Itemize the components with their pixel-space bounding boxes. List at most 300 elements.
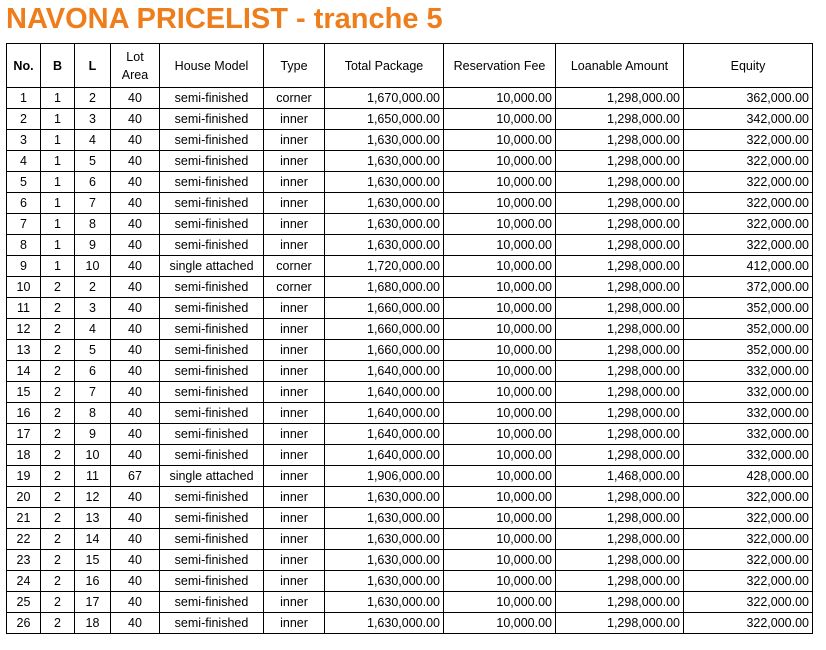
cell-total-package: 1,906,000.00 — [325, 466, 444, 487]
cell-house-model: semi-finished — [160, 214, 264, 235]
table-row — [7, 172, 813, 193]
page-title: NAVONA PRICELIST - tranche 5 — [6, 3, 443, 35]
cell-equity: 352,000.00 — [684, 298, 813, 319]
cell-loanable-amount: 1,298,000.00 — [556, 151, 684, 172]
cell-equity: 322,000.00 — [684, 130, 813, 151]
cell-house-model: semi-finished — [160, 172, 264, 193]
cell-house-model: semi-finished — [160, 592, 264, 613]
cell-reservation-fee: 10,000.00 — [444, 151, 556, 172]
cell-loanable-amount: 1,298,000.00 — [556, 571, 684, 592]
cell-house-model: single attached — [160, 256, 264, 277]
cell-b: 2 — [41, 508, 75, 529]
cell-b: 1 — [41, 256, 75, 277]
cell-l: 9 — [75, 235, 111, 256]
cell-no: 1 — [7, 88, 41, 109]
cell-lot-area: 40 — [111, 109, 160, 130]
cell-l: 7 — [75, 382, 111, 403]
cell-l: 6 — [75, 172, 111, 193]
cell-loanable-amount: 1,298,000.00 — [556, 88, 684, 109]
cell-house-model: semi-finished — [160, 319, 264, 340]
cell-type: inner — [264, 298, 325, 319]
cell-l: 6 — [75, 361, 111, 382]
cell-type: inner — [264, 151, 325, 172]
cell-b: 1 — [41, 109, 75, 130]
cell-total-package: 1,660,000.00 — [325, 340, 444, 361]
cell-loanable-amount: 1,298,000.00 — [556, 361, 684, 382]
cell-house-model: semi-finished — [160, 88, 264, 109]
header-type: Type — [264, 44, 325, 88]
cell-house-model: semi-finished — [160, 130, 264, 151]
cell-equity: 428,000.00 — [684, 466, 813, 487]
cell-equity: 322,000.00 — [684, 151, 813, 172]
cell-loanable-amount: 1,298,000.00 — [556, 256, 684, 277]
cell-type: corner — [264, 88, 325, 109]
cell-reservation-fee: 10,000.00 — [444, 382, 556, 403]
cell-reservation-fee: 10,000.00 — [444, 487, 556, 508]
cell-equity: 322,000.00 — [684, 613, 813, 634]
cell-house-model: semi-finished — [160, 613, 264, 634]
cell-type: inner — [264, 445, 325, 466]
table-row — [7, 487, 813, 508]
cell-l: 10 — [75, 445, 111, 466]
cell-l: 2 — [75, 277, 111, 298]
header-house-model: House Model — [160, 44, 264, 88]
cell-total-package: 1,630,000.00 — [325, 508, 444, 529]
cell-type: inner — [264, 340, 325, 361]
cell-total-package: 1,630,000.00 — [325, 613, 444, 634]
cell-l: 8 — [75, 214, 111, 235]
cell-house-model: semi-finished — [160, 424, 264, 445]
cell-l: 13 — [75, 508, 111, 529]
cell-type: inner — [264, 319, 325, 340]
cell-house-model: semi-finished — [160, 508, 264, 529]
cell-reservation-fee: 10,000.00 — [444, 256, 556, 277]
cell-lot-area: 40 — [111, 172, 160, 193]
cell-b: 2 — [41, 361, 75, 382]
cell-total-package: 1,670,000.00 — [325, 88, 444, 109]
table-row — [7, 109, 813, 130]
cell-total-package: 1,640,000.00 — [325, 361, 444, 382]
cell-total-package: 1,630,000.00 — [325, 193, 444, 214]
cell-l: 4 — [75, 130, 111, 151]
table-row — [7, 424, 813, 445]
cell-l: 11 — [75, 466, 111, 487]
cell-type: inner — [264, 109, 325, 130]
header-total-package: Total Package — [325, 44, 444, 88]
cell-equity: 412,000.00 — [684, 256, 813, 277]
cell-type: inner — [264, 613, 325, 634]
cell-no: 21 — [7, 508, 41, 529]
table-row — [7, 361, 813, 382]
cell-house-model: semi-finished — [160, 340, 264, 361]
cell-reservation-fee: 10,000.00 — [444, 424, 556, 445]
cell-reservation-fee: 10,000.00 — [444, 277, 556, 298]
cell-b: 2 — [41, 445, 75, 466]
cell-equity: 322,000.00 — [684, 214, 813, 235]
cell-total-package: 1,630,000.00 — [325, 550, 444, 571]
header-no: No. — [7, 44, 41, 88]
cell-house-model: semi-finished — [160, 151, 264, 172]
cell-lot-area: 40 — [111, 319, 160, 340]
cell-equity: 352,000.00 — [684, 319, 813, 340]
cell-b: 2 — [41, 550, 75, 571]
cell-no: 3 — [7, 130, 41, 151]
table-row — [7, 592, 813, 613]
cell-type: inner — [264, 214, 325, 235]
cell-b: 1 — [41, 214, 75, 235]
cell-loanable-amount: 1,298,000.00 — [556, 193, 684, 214]
cell-l: 17 — [75, 592, 111, 613]
cell-equity: 352,000.00 — [684, 340, 813, 361]
cell-b: 1 — [41, 235, 75, 256]
header-l: L — [75, 44, 111, 88]
cell-total-package: 1,630,000.00 — [325, 235, 444, 256]
cell-no: 18 — [7, 445, 41, 466]
cell-no: 17 — [7, 424, 41, 445]
cell-b: 2 — [41, 277, 75, 298]
cell-no: 23 — [7, 550, 41, 571]
cell-equity: 332,000.00 — [684, 403, 813, 424]
cell-house-model: semi-finished — [160, 382, 264, 403]
cell-l: 9 — [75, 424, 111, 445]
cell-l: 5 — [75, 151, 111, 172]
cell-l: 7 — [75, 193, 111, 214]
cell-lot-area: 40 — [111, 508, 160, 529]
cell-reservation-fee: 10,000.00 — [444, 130, 556, 151]
cell-house-model: semi-finished — [160, 550, 264, 571]
cell-type: inner — [264, 487, 325, 508]
cell-total-package: 1,640,000.00 — [325, 445, 444, 466]
header-lot-area-line2: Area — [121, 67, 149, 82]
table-row — [7, 403, 813, 424]
cell-lot-area: 40 — [111, 214, 160, 235]
header-loanable-amount: Loanable Amount — [556, 44, 684, 88]
header-equity: Equity — [684, 44, 813, 88]
cell-lot-area: 40 — [111, 550, 160, 571]
cell-reservation-fee: 10,000.00 — [444, 550, 556, 571]
cell-house-model: semi-finished — [160, 403, 264, 424]
cell-reservation-fee: 10,000.00 — [444, 529, 556, 550]
cell-equity: 322,000.00 — [684, 193, 813, 214]
cell-type: inner — [264, 592, 325, 613]
cell-total-package: 1,630,000.00 — [325, 172, 444, 193]
cell-type: inner — [264, 550, 325, 571]
cell-total-package: 1,640,000.00 — [325, 403, 444, 424]
cell-b: 1 — [41, 88, 75, 109]
cell-l: 16 — [75, 571, 111, 592]
cell-loanable-amount: 1,298,000.00 — [556, 277, 684, 298]
cell-no: 15 — [7, 382, 41, 403]
cell-loanable-amount: 1,468,000.00 — [556, 466, 684, 487]
cell-total-package: 1,640,000.00 — [325, 382, 444, 403]
table-row — [7, 508, 813, 529]
cell-l: 14 — [75, 529, 111, 550]
cell-loanable-amount: 1,298,000.00 — [556, 214, 684, 235]
table-row — [7, 130, 813, 151]
cell-b: 2 — [41, 466, 75, 487]
cell-reservation-fee: 10,000.00 — [444, 319, 556, 340]
cell-b: 1 — [41, 130, 75, 151]
table-row — [7, 466, 813, 487]
cell-total-package: 1,630,000.00 — [325, 130, 444, 151]
cell-loanable-amount: 1,298,000.00 — [556, 424, 684, 445]
cell-type: inner — [264, 529, 325, 550]
cell-l: 4 — [75, 319, 111, 340]
cell-no: 10 — [7, 277, 41, 298]
cell-equity: 322,000.00 — [684, 235, 813, 256]
cell-loanable-amount: 1,298,000.00 — [556, 445, 684, 466]
cell-no: 7 — [7, 214, 41, 235]
table-row — [7, 340, 813, 361]
cell-equity: 332,000.00 — [684, 424, 813, 445]
table-row — [7, 550, 813, 571]
cell-l: 15 — [75, 550, 111, 571]
cell-type: inner — [264, 172, 325, 193]
cell-loanable-amount: 1,298,000.00 — [556, 340, 684, 361]
cell-reservation-fee: 10,000.00 — [444, 361, 556, 382]
table-row — [7, 235, 813, 256]
cell-lot-area: 40 — [111, 277, 160, 298]
cell-reservation-fee: 10,000.00 — [444, 571, 556, 592]
cell-no: 14 — [7, 361, 41, 382]
cell-lot-area: 40 — [111, 382, 160, 403]
cell-house-model: semi-finished — [160, 109, 264, 130]
cell-lot-area: 67 — [111, 466, 160, 487]
cell-b: 2 — [41, 340, 75, 361]
cell-type: inner — [264, 571, 325, 592]
cell-no: 8 — [7, 235, 41, 256]
cell-equity: 322,000.00 — [684, 487, 813, 508]
header-lot-area-line1: Lot — [126, 49, 144, 64]
cell-lot-area: 40 — [111, 361, 160, 382]
cell-type: inner — [264, 130, 325, 151]
cell-equity: 322,000.00 — [684, 172, 813, 193]
pricelist-table — [6, 43, 813, 634]
cell-l: 10 — [75, 256, 111, 277]
cell-total-package: 1,640,000.00 — [325, 424, 444, 445]
cell-reservation-fee: 10,000.00 — [444, 508, 556, 529]
cell-loanable-amount: 1,298,000.00 — [556, 487, 684, 508]
cell-reservation-fee: 10,000.00 — [444, 109, 556, 130]
cell-loanable-amount: 1,298,000.00 — [556, 592, 684, 613]
table-row — [7, 445, 813, 466]
cell-b: 2 — [41, 571, 75, 592]
cell-lot-area: 40 — [111, 487, 160, 508]
cell-reservation-fee: 10,000.00 — [444, 613, 556, 634]
table-row — [7, 319, 813, 340]
table-row — [7, 382, 813, 403]
cell-house-model: semi-finished — [160, 487, 264, 508]
cell-type: inner — [264, 193, 325, 214]
cell-loanable-amount: 1,298,000.00 — [556, 508, 684, 529]
cell-type: inner — [264, 403, 325, 424]
cell-b: 2 — [41, 487, 75, 508]
cell-no: 24 — [7, 571, 41, 592]
cell-loanable-amount: 1,298,000.00 — [556, 130, 684, 151]
cell-lot-area: 40 — [111, 571, 160, 592]
cell-loanable-amount: 1,298,000.00 — [556, 613, 684, 634]
table-row — [7, 151, 813, 172]
cell-no: 11 — [7, 298, 41, 319]
cell-total-package: 1,660,000.00 — [325, 298, 444, 319]
cell-lot-area: 40 — [111, 88, 160, 109]
table-row — [7, 613, 813, 634]
cell-no: 13 — [7, 340, 41, 361]
cell-lot-area: 40 — [111, 193, 160, 214]
cell-b: 1 — [41, 151, 75, 172]
cell-reservation-fee: 10,000.00 — [444, 172, 556, 193]
cell-l: 8 — [75, 403, 111, 424]
cell-equity: 322,000.00 — [684, 571, 813, 592]
cell-l: 5 — [75, 340, 111, 361]
cell-house-model: semi-finished — [160, 361, 264, 382]
header-lot-area — [111, 44, 160, 88]
cell-no: 9 — [7, 256, 41, 277]
cell-house-model: semi-finished — [160, 529, 264, 550]
cell-reservation-fee: 10,000.00 — [444, 445, 556, 466]
cell-type: inner — [264, 361, 325, 382]
cell-house-model: semi-finished — [160, 193, 264, 214]
cell-no: 25 — [7, 592, 41, 613]
table-row — [7, 193, 813, 214]
cell-reservation-fee: 10,000.00 — [444, 214, 556, 235]
cell-lot-area: 40 — [111, 235, 160, 256]
cell-reservation-fee: 10,000.00 — [444, 466, 556, 487]
cell-lot-area: 40 — [111, 340, 160, 361]
cell-l: 2 — [75, 88, 111, 109]
cell-house-model: semi-finished — [160, 235, 264, 256]
cell-equity: 322,000.00 — [684, 529, 813, 550]
cell-house-model: semi-finished — [160, 277, 264, 298]
cell-reservation-fee: 10,000.00 — [444, 88, 556, 109]
cell-reservation-fee: 10,000.00 — [444, 340, 556, 361]
cell-lot-area: 40 — [111, 256, 160, 277]
cell-equity: 372,000.00 — [684, 277, 813, 298]
cell-b: 2 — [41, 529, 75, 550]
cell-no: 5 — [7, 172, 41, 193]
table-row — [7, 88, 813, 109]
cell-equity: 322,000.00 — [684, 508, 813, 529]
cell-no: 16 — [7, 403, 41, 424]
cell-no: 6 — [7, 193, 41, 214]
cell-b: 2 — [41, 382, 75, 403]
cell-reservation-fee: 10,000.00 — [444, 403, 556, 424]
table-row — [7, 256, 813, 277]
cell-type: inner — [264, 508, 325, 529]
cell-type: corner — [264, 277, 325, 298]
cell-total-package: 1,630,000.00 — [325, 214, 444, 235]
header-reservation-fee: Reservation Fee — [444, 44, 556, 88]
cell-lot-area: 40 — [111, 151, 160, 172]
cell-loanable-amount: 1,298,000.00 — [556, 109, 684, 130]
cell-no: 2 — [7, 109, 41, 130]
cell-loanable-amount: 1,298,000.00 — [556, 550, 684, 571]
cell-total-package: 1,630,000.00 — [325, 151, 444, 172]
cell-house-model: semi-finished — [160, 445, 264, 466]
cell-equity: 322,000.00 — [684, 592, 813, 613]
cell-total-package: 1,660,000.00 — [325, 319, 444, 340]
cell-reservation-fee: 10,000.00 — [444, 235, 556, 256]
cell-total-package: 1,720,000.00 — [325, 256, 444, 277]
cell-no: 12 — [7, 319, 41, 340]
cell-b: 1 — [41, 193, 75, 214]
cell-l: 3 — [75, 109, 111, 130]
table-row — [7, 571, 813, 592]
cell-no: 4 — [7, 151, 41, 172]
cell-l: 3 — [75, 298, 111, 319]
cell-b: 2 — [41, 298, 75, 319]
cell-reservation-fee: 10,000.00 — [444, 592, 556, 613]
cell-equity: 332,000.00 — [684, 361, 813, 382]
cell-equity: 332,000.00 — [684, 382, 813, 403]
cell-reservation-fee: 10,000.00 — [444, 298, 556, 319]
cell-no: 20 — [7, 487, 41, 508]
cell-total-package: 1,630,000.00 — [325, 571, 444, 592]
cell-equity: 342,000.00 — [684, 109, 813, 130]
cell-loanable-amount: 1,298,000.00 — [556, 172, 684, 193]
cell-loanable-amount: 1,298,000.00 — [556, 382, 684, 403]
cell-house-model: semi-finished — [160, 571, 264, 592]
cell-type: inner — [264, 382, 325, 403]
cell-loanable-amount: 1,298,000.00 — [556, 403, 684, 424]
cell-total-package: 1,630,000.00 — [325, 592, 444, 613]
cell-total-package: 1,650,000.00 — [325, 109, 444, 130]
cell-b: 1 — [41, 172, 75, 193]
cell-no: 22 — [7, 529, 41, 550]
cell-b: 2 — [41, 424, 75, 445]
cell-b: 2 — [41, 403, 75, 424]
table-row — [7, 298, 813, 319]
cell-total-package: 1,680,000.00 — [325, 277, 444, 298]
cell-lot-area: 40 — [111, 130, 160, 151]
header-b: B — [41, 44, 75, 88]
cell-lot-area: 40 — [111, 529, 160, 550]
cell-b: 2 — [41, 319, 75, 340]
cell-equity: 322,000.00 — [684, 550, 813, 571]
cell-total-package: 1,630,000.00 — [325, 529, 444, 550]
cell-type: inner — [264, 466, 325, 487]
cell-total-package: 1,630,000.00 — [325, 487, 444, 508]
cell-house-model: semi-finished — [160, 298, 264, 319]
table-row — [7, 277, 813, 298]
cell-b: 2 — [41, 592, 75, 613]
cell-loanable-amount: 1,298,000.00 — [556, 298, 684, 319]
cell-no: 19 — [7, 466, 41, 487]
cell-l: 12 — [75, 487, 111, 508]
table-row — [7, 529, 813, 550]
cell-l: 18 — [75, 613, 111, 634]
cell-type: inner — [264, 235, 325, 256]
cell-loanable-amount: 1,298,000.00 — [556, 529, 684, 550]
cell-no: 26 — [7, 613, 41, 634]
cell-type: inner — [264, 424, 325, 445]
table-row — [7, 214, 813, 235]
cell-lot-area: 40 — [111, 403, 160, 424]
table-header-row — [7, 44, 813, 88]
cell-lot-area: 40 — [111, 613, 160, 634]
cell-reservation-fee: 10,000.00 — [444, 193, 556, 214]
cell-lot-area: 40 — [111, 445, 160, 466]
cell-b: 2 — [41, 613, 75, 634]
cell-loanable-amount: 1,298,000.00 — [556, 235, 684, 256]
cell-lot-area: 40 — [111, 592, 160, 613]
cell-type: corner — [264, 256, 325, 277]
cell-equity: 332,000.00 — [684, 445, 813, 466]
cell-lot-area: 40 — [111, 298, 160, 319]
cell-loanable-amount: 1,298,000.00 — [556, 319, 684, 340]
cell-house-model: single attached — [160, 466, 264, 487]
cell-equity: 362,000.00 — [684, 88, 813, 109]
